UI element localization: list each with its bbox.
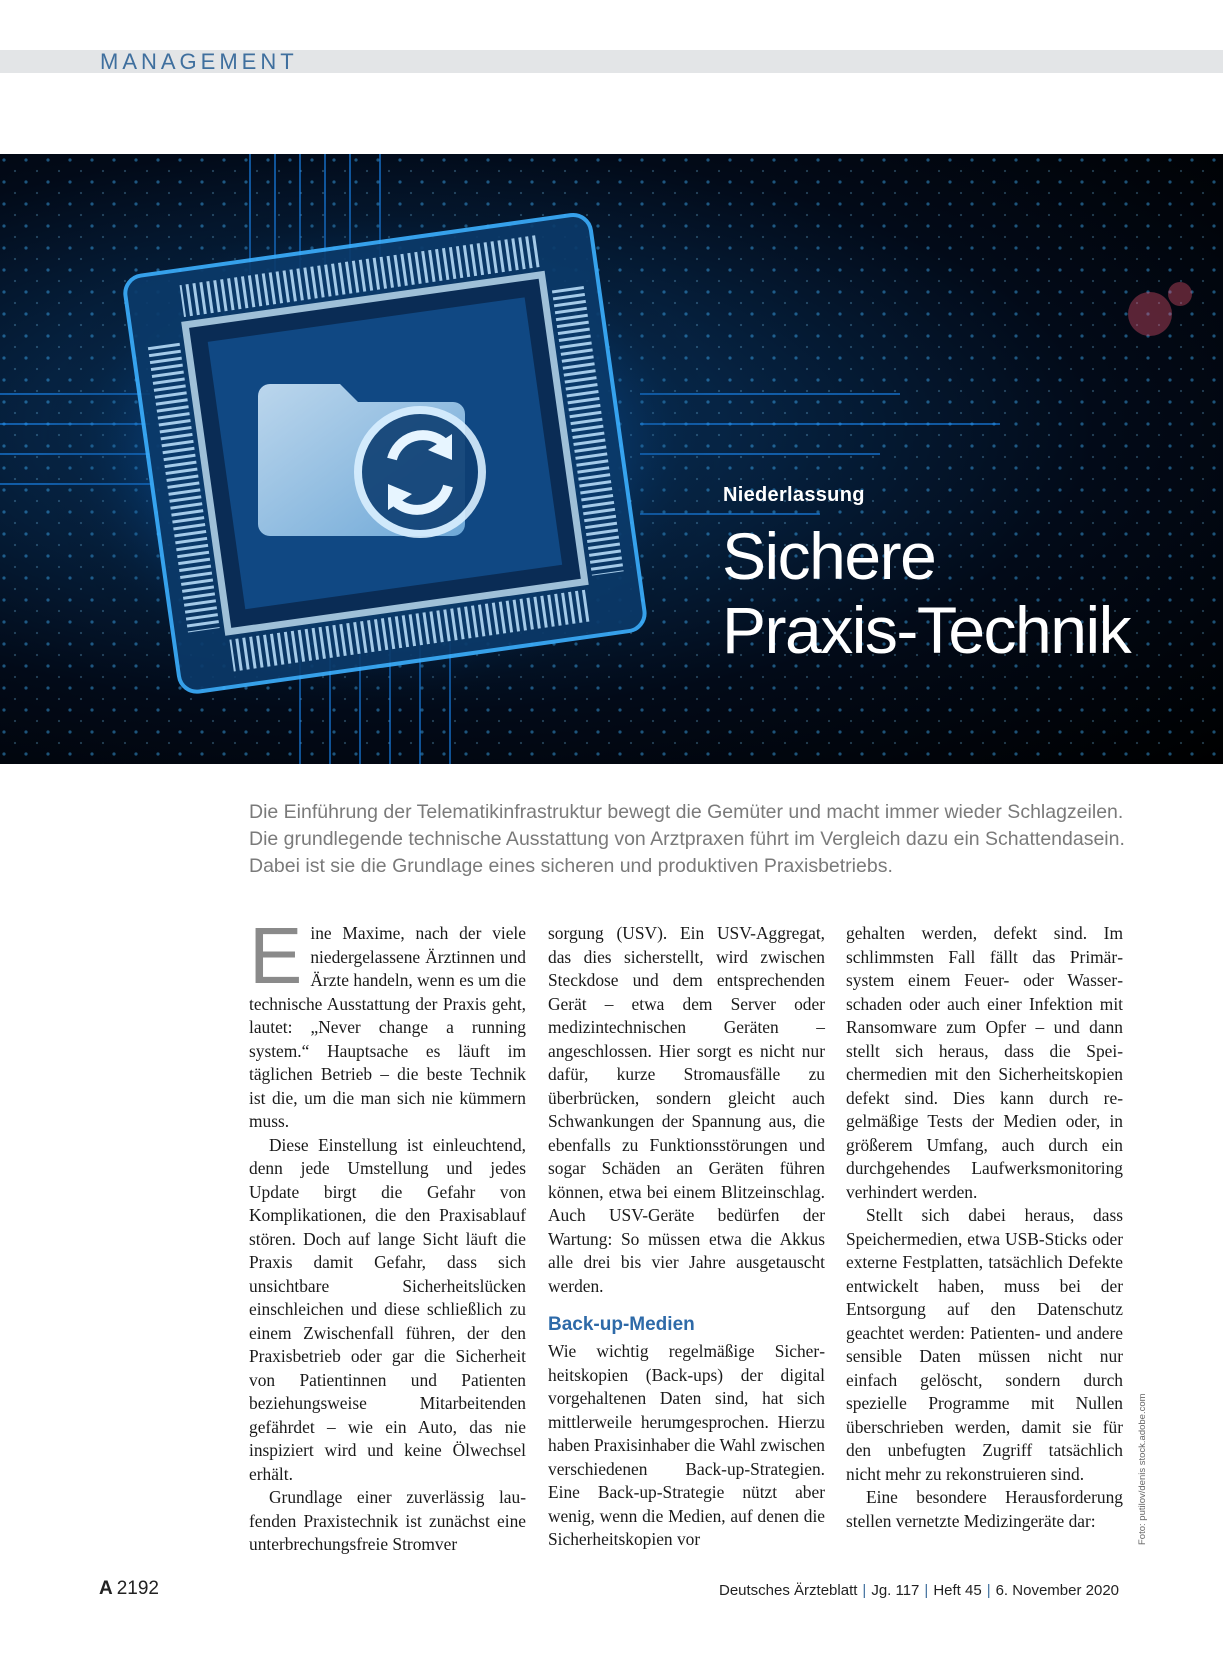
drop-cap: E	[249, 911, 303, 1000]
hero-illustration	[0, 154, 1223, 764]
paragraph: sorgung (USV). Ein USV-Aggregat, das dies sicherstellt, wird zwischen Steckdose und dem entsprechenden Gerät – etwa dem Server oder medizintechnischen Geräten – angeschlossen. Hier sorgt es nicht nur dafür, kurze Stromausfälle zu überbrücken, sondern gleicht auch Schwankungen der Spannung aus, die ebenfalls zu Funktionsstörungen und sogar Schäden an Geräten führen können, etwa bei einem Blitzeinschlag. Auch USV-Geräte bedürfen der Wartung: So müssen etwa die Akkus alle drei bis vier Jahre ausgetauscht werden.	[548, 923, 825, 1296]
paragraph: Eine besondere Herausforderung stellen vernetzte Medizingeräte dar:	[846, 1487, 1123, 1531]
paragraph: ine Maxime, nach der viele niedergelassene Ärztinnen und Ärzte handeln, wenn es um die technische Ausstattung der Praxis geht, lautet: „Never change a running system.“ Hauptsache es läuft im täglichen Betrieb – die beste Technik ist die, um die man sich nie kümmern muss.	[249, 923, 526, 1131]
body-column-2	[548, 922, 825, 1552]
separator: |	[924, 1582, 929, 1599]
folder-sync-icon	[258, 384, 482, 536]
journal-date: 6. November 2020	[995, 1582, 1119, 1599]
journal-info	[719, 1582, 1119, 1599]
page-prefix: A	[99, 1578, 113, 1599]
journal-name: Deutsches Ärzteblatt	[719, 1582, 858, 1599]
photo-credit: Foto: putilov/denis stock.adobe.com	[1137, 1393, 1148, 1545]
section-label: MANAGEMENT	[100, 49, 298, 74]
body-column-3	[846, 922, 1123, 1533]
body-column-1	[249, 911, 526, 1557]
section-subheading: Back-up-Medien	[548, 1314, 695, 1335]
article-title-line-1: Sichere	[722, 519, 936, 593]
article-title	[722, 519, 1130, 667]
paragraph: Diese Einstellung ist einleuchtend, denn jede Umstellung und jedes Update birgt die Gefahr von Komplikationen, die den Praxisablauf stören. Doch auf lange Sicht läuft die Praxis damit Gefahr, dass sich unsichtbare Sicherheitslücken einschleichen und diese schließlich zu einem Zwischenfall führen, der den Praxisbetrieb oder gar die Sicherheit von Patientinnen und Patienten beziehungsweise Mitarbeitenden gefährdet – wie ein Auto, das nie inspiziert wird und keine Ölwechsel erhält.	[249, 1134, 526, 1484]
article-title-line-2: Praxis-Technik	[722, 593, 1131, 667]
separator: |	[862, 1582, 867, 1599]
paragraph: Grundlage einer zuverlässig laufenden Praxistechnik ist zunächst eine unterbrechungsfreie Stromver	[249, 1487, 526, 1554]
article-kicker: Niederlassung	[723, 484, 865, 506]
page-number-value: 2192	[116, 1578, 160, 1599]
journal-issue: Heft 45	[933, 1582, 982, 1599]
separator: |	[986, 1582, 991, 1599]
paragraph: Stellt sich dabei heraus, dass Speichermedien, etwa USB-Sticks oder externe Festplatten, tatsächlich Defekte entwickelt haben, muss bei der Entsorgung auf den Datenschutz geachtet werden: Patienten- und andere sensible Daten müssen nicht nur einfach gelöscht, sondern durch spezielle Programme mit Nullen überschrieben werden, damit sie für den unbefugten Zugriff tatsächlich nicht mehr zu rekonstruieren sind.	[846, 1205, 1123, 1484]
hero-image	[0, 154, 1223, 764]
paragraph: gehalten werden, defekt sind. Im schlimmsten Fall fällt das Primärsystem einem Feuer- oder Wasserschaden oder auch einer Infektion mit Ransomware zum Opfer – und dann stellt sich heraus, dass die Speichermedien mit den Sicherheitskopien defekt sind. Dies kann durch regelmäßige Tests der Medien oder, in größerem Umfang, auch durch ein durchgehendes Laufwerksmonitoring verhindert werden.	[846, 923, 1123, 1202]
article-lead: Die Einführung der Telematikinfrastruktur bewegt die Gemüter und macht immer wieder Schlagzeilen. Die grundlegende technische Ausstattung von Arztpraxen führt im Vergleich dazu ein Schattendasein. Dabei ist sie die Grundlage eines sicheren und produktiven Praxisbetriebs.	[249, 801, 1125, 877]
journal-volume: Jg. 117	[871, 1582, 920, 1599]
page-number	[99, 1578, 159, 1600]
paragraph: Wie wichtig regelmäßige Sicherheitskopien (Back-ups) der digital vorgehaltenen Daten sind, hat sich mittlerweile herumgesprochen. Hierzu haben Praxisinhaber die Wahl zwischen verschiedenen Back-up-Strategien. Eine Back-up-Strategie nützt aber wenig, wenn die Medien, auf denen die Sicherheitskopien vor	[548, 1341, 825, 1549]
